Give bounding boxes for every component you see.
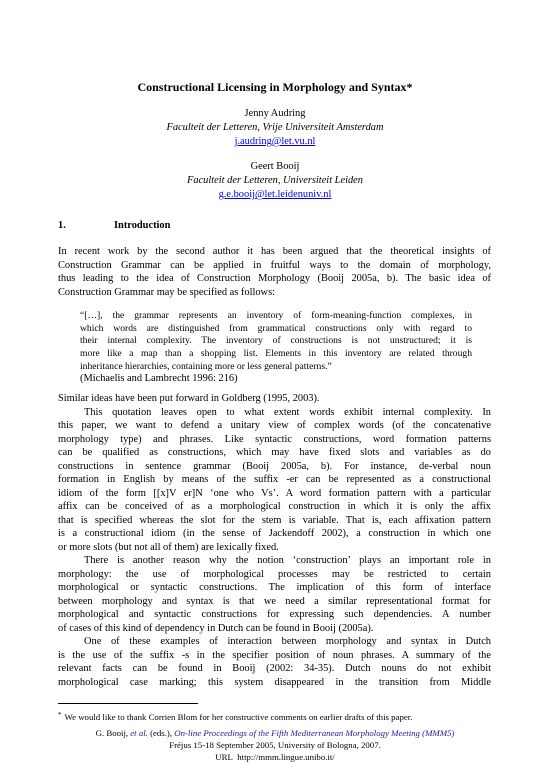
footnote-text: We would like to thank Corrien Blom for her constructive comments on earlier drafts of this paper.: [64, 712, 413, 722]
body-paragraph: [58, 392, 491, 689]
footer-url-line: [40, 752, 510, 764]
quote-line: “[…], the grammar represents an inventory of form-meaning-function complexes, in: [80, 310, 472, 321]
section-number: 1.: [58, 220, 66, 231]
footnote-rule: [58, 703, 198, 704]
section-heading: [58, 219, 170, 232]
text-line: formation in English by means of the suffix -er can be represented as a constructional: [58, 474, 491, 485]
author-name: Jenny Audring: [244, 108, 306, 119]
quote-line: which words are distinguished from grammatical constructions only with regard to: [80, 322, 472, 334]
author-email-link[interactable]: j.audring@let.vu.nl: [234, 136, 316, 147]
author-name: Geert Booij: [250, 161, 300, 172]
text-line: relevant facts can be found in Booij (2002: 34-35). Dutch nouns do not exhibit: [58, 663, 491, 674]
text-line: or more slots (but not all of them) are lexically fixed.: [58, 541, 279, 553]
author-affiliation: Faculteit der Letteren, Vrije Universiteit Amsterdam: [166, 122, 384, 133]
footer-citation-prefix: G. Booij,: [95, 728, 131, 738]
text-line: of cases of this kind of dependency in Dutch can be found in Booij (2005a).: [58, 622, 374, 634]
footer-citation-etal: et al.: [130, 728, 148, 738]
text-line: affix can be conceived of as a morphological construction in which it is only the affix: [58, 501, 491, 512]
text-line: thus leading to the idea of Construction Morphology (Booij 2005a, b). The basic idea of: [58, 273, 491, 284]
footer-url-link[interactable]: http://mmm.lingue.unibo.it/: [237, 752, 335, 762]
text-line: is the use of the suffix -s in the specifier position of noun phrases. A summary of the: [58, 649, 491, 661]
footer-citation-eds: (eds.),: [147, 728, 175, 738]
quote-line: inheritance hierarchies, containing more or less general patterns.”: [80, 360, 332, 372]
footer-url-label: URL: [215, 752, 233, 762]
footer-venue: Fréjus 15-18 September 2005, University of Bologna, 2007.: [169, 740, 381, 750]
section-title: Introduction: [114, 220, 171, 231]
footnote: [58, 710, 498, 723]
text-line: morphology: the use of morphological processes may be restricted to certain: [58, 568, 491, 580]
text-line: Similar ideas have been put forward in Goldberg (1995, 2003).: [58, 393, 320, 404]
footer-citation: [40, 728, 510, 740]
text-line: morphological and syntactic constructions for expressing such dependencies. A number: [58, 609, 491, 620]
text-line: morphological case marking; this system disappeared in the transition from Middle: [58, 676, 491, 688]
intro-paragraph: [58, 245, 491, 299]
text-line: There is another reason why the notion ‘construction’ plays an important role in: [84, 555, 491, 566]
text-line: In recent work by the second author it has been argued that the theoretical insights of: [58, 246, 491, 257]
footer-proceedings-title: On-line Proceedings of the Fifth Mediterranean Morphology Meeting (MMM5): [174, 728, 455, 738]
text-line: Construction Grammar can be applied in fruitful ways to the domain of morphology,: [58, 259, 491, 271]
text-line: morphology type) and phrases. Like syntactic constructions, word formation patterns: [58, 433, 491, 445]
text-line: can be qualified as constructions, which may have fixed slots and variables as do: [58, 447, 491, 458]
text-line: morphological or syntactic constructions. The implication of this form of interface: [58, 582, 491, 593]
text-line: This quotation leaves open to what extent words exhibit internal complexity. In: [84, 406, 491, 418]
quote-source: (Michaelis and Lambrecht 1996: 216): [80, 373, 238, 385]
footnote-mark: *: [58, 711, 62, 719]
text-line: One of these examples of interaction between morphology and syntax in Dutch: [84, 636, 491, 647]
quote-line: more like a map than a shopping list. Elements in this inventory are related through: [80, 348, 472, 360]
text-line: is a constructional idiom (in the sense of Jackendoff 2002), a construction in which one: [58, 528, 491, 539]
author-affiliation: Faculteit der Letteren, Universiteit Leiden: [187, 175, 363, 186]
text-line: Construction Grammar may be specified as follows:: [58, 286, 275, 298]
block-quote: [80, 310, 472, 386]
text-line: idiom of the form [[x]V er]N ‘one who Vs’. A word formation pattern with a particular: [58, 487, 491, 499]
quote-line: their internal complexity. The inventory of constructions is not unstructured; it is: [80, 335, 472, 347]
paper-title: Constructional Licensing in Morphology and Syntax*: [137, 80, 413, 94]
text-line: constructions in sentence grammar (Booij 2005a, b). For instance, de-verbal noun: [58, 460, 491, 472]
text-line: that is specified whereas the slot for the stem is variable. That is, each affixation pattern: [58, 514, 491, 526]
text-line: between morphology and syntax is that we need a similar representational format for: [58, 595, 491, 607]
text-line: this paper, we want to defend a unitary view of complex words (of the concatenative: [58, 420, 491, 431]
author-email-link[interactable]: g.e.booij@let.leidenuniv.nl: [218, 189, 332, 200]
